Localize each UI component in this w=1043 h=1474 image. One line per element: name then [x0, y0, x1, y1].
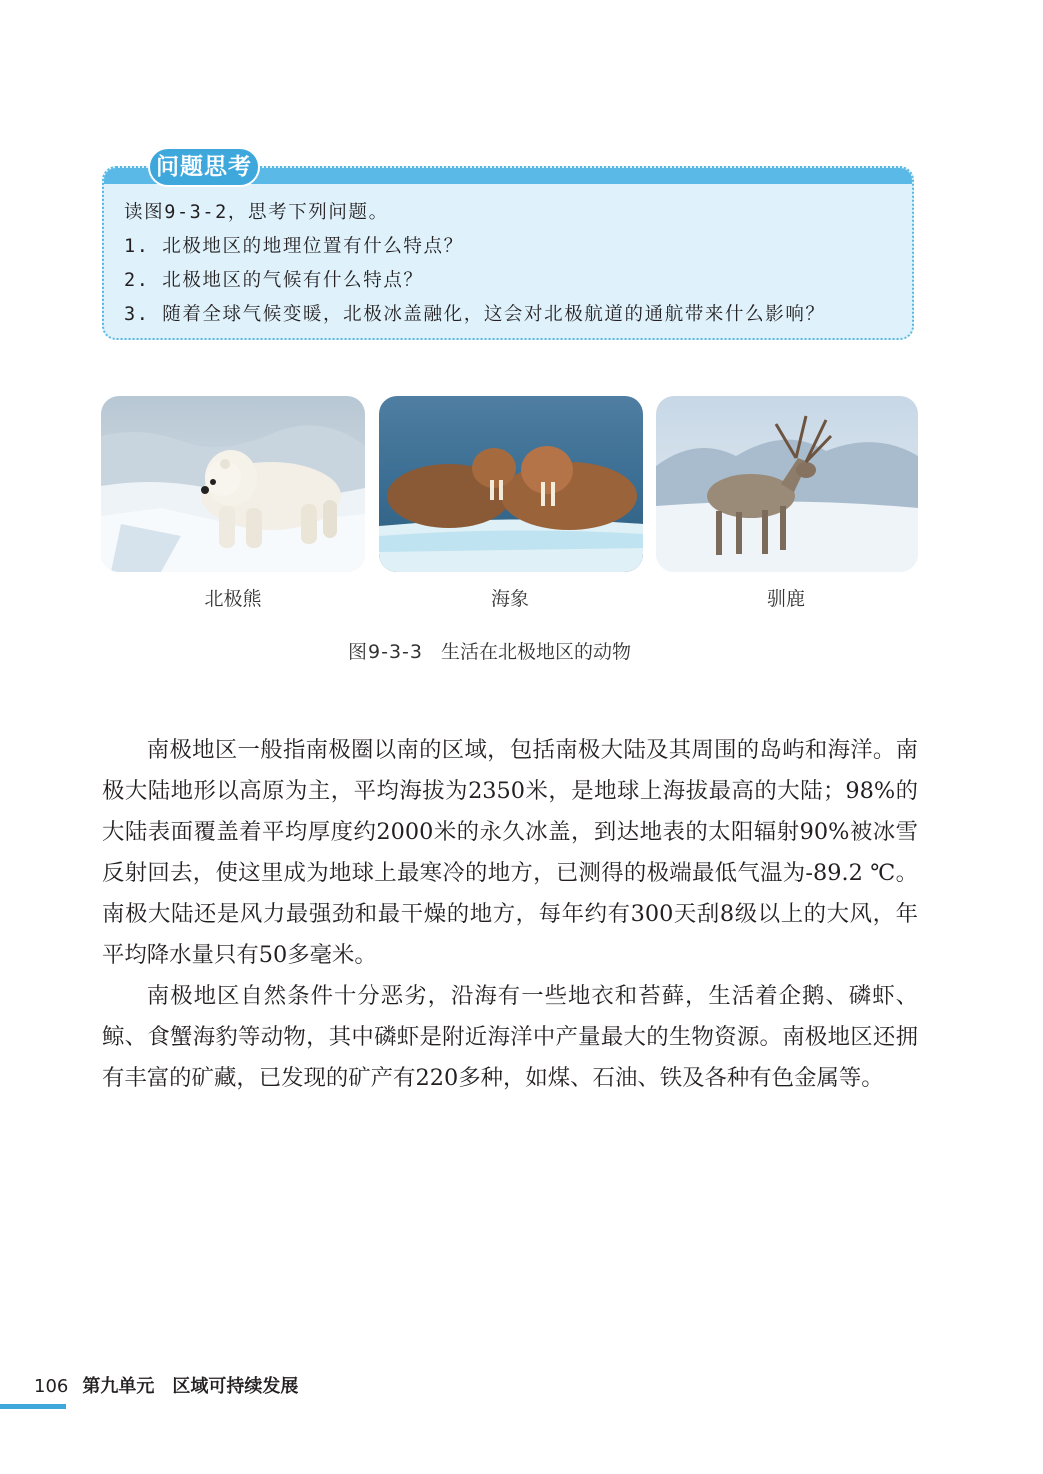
- paragraph-2: 南极地区自然条件十分恶劣，沿海有一些地衣和苔藓，生活着企鹅、磷虾、鲸、食蟹海豹等动物，其中磷虾是附近海洋中产量最大的生物资源。南极地区还拥有丰富的矿藏，已发现的矿产有220多种，如煤、石油、铁及各种有色金属等。: [102, 983, 918, 1091]
- question-item-2: 2. 北极地区的气候有什么特点？: [124, 270, 424, 291]
- figure-number: 图9-3-3: [348, 641, 423, 663]
- figure-title: 生活在北极地区的动物: [440, 641, 631, 663]
- question-list: [124, 196, 826, 332]
- walrus-photo: [379, 396, 643, 572]
- question-box-title: 问题思考: [148, 147, 260, 187]
- unit-label: 第九单元: [82, 1376, 155, 1397]
- question-intro: 读图9-3-2，思考下列问题。: [124, 202, 389, 223]
- body-text: [102, 730, 918, 1099]
- photo-caption-walrus: 海象: [490, 588, 529, 610]
- paragraph-1: 南极地区一般指南极圈以南的区域，包括南极大陆及其周围的岛屿和海洋。南极大陆地形以高原为主，平均海拔为2350米，是地球上海拔最高的大陆；98%的大陆表面覆盖着平均厚度约2000米的永久冰盖，到达地表的太阳辐射90%被冰雪反射回去，使这里成为地球上最寒冷的地方，已测得的极端最低气温为-89.2 ℃。南极大陆还是风力最强劲和最干燥的地方，每年约有300天刮8级以上的大风，年平均降水量只有50多毫米。: [102, 737, 918, 968]
- question-item-3: 3. 随着全球气候变暖，北极冰盖融化，这会对北极航道的通航带来什么影响？: [124, 304, 826, 325]
- unit-title: 区域可持续发展: [172, 1376, 299, 1397]
- photo-caption-reindeer: 驯鹿: [766, 588, 805, 610]
- question-item-1: 1. 北极地区的地理位置有什么特点？: [124, 236, 464, 257]
- photo-caption-polar-bear: 北极熊: [204, 588, 262, 610]
- page-footer: [34, 1372, 298, 1398]
- page-number: 106: [34, 1376, 69, 1397]
- footer-accent-bar: [0, 1404, 66, 1409]
- polar-bear-photo: [101, 396, 365, 572]
- figure-caption: [348, 637, 708, 664]
- reindeer-photo: [656, 396, 918, 572]
